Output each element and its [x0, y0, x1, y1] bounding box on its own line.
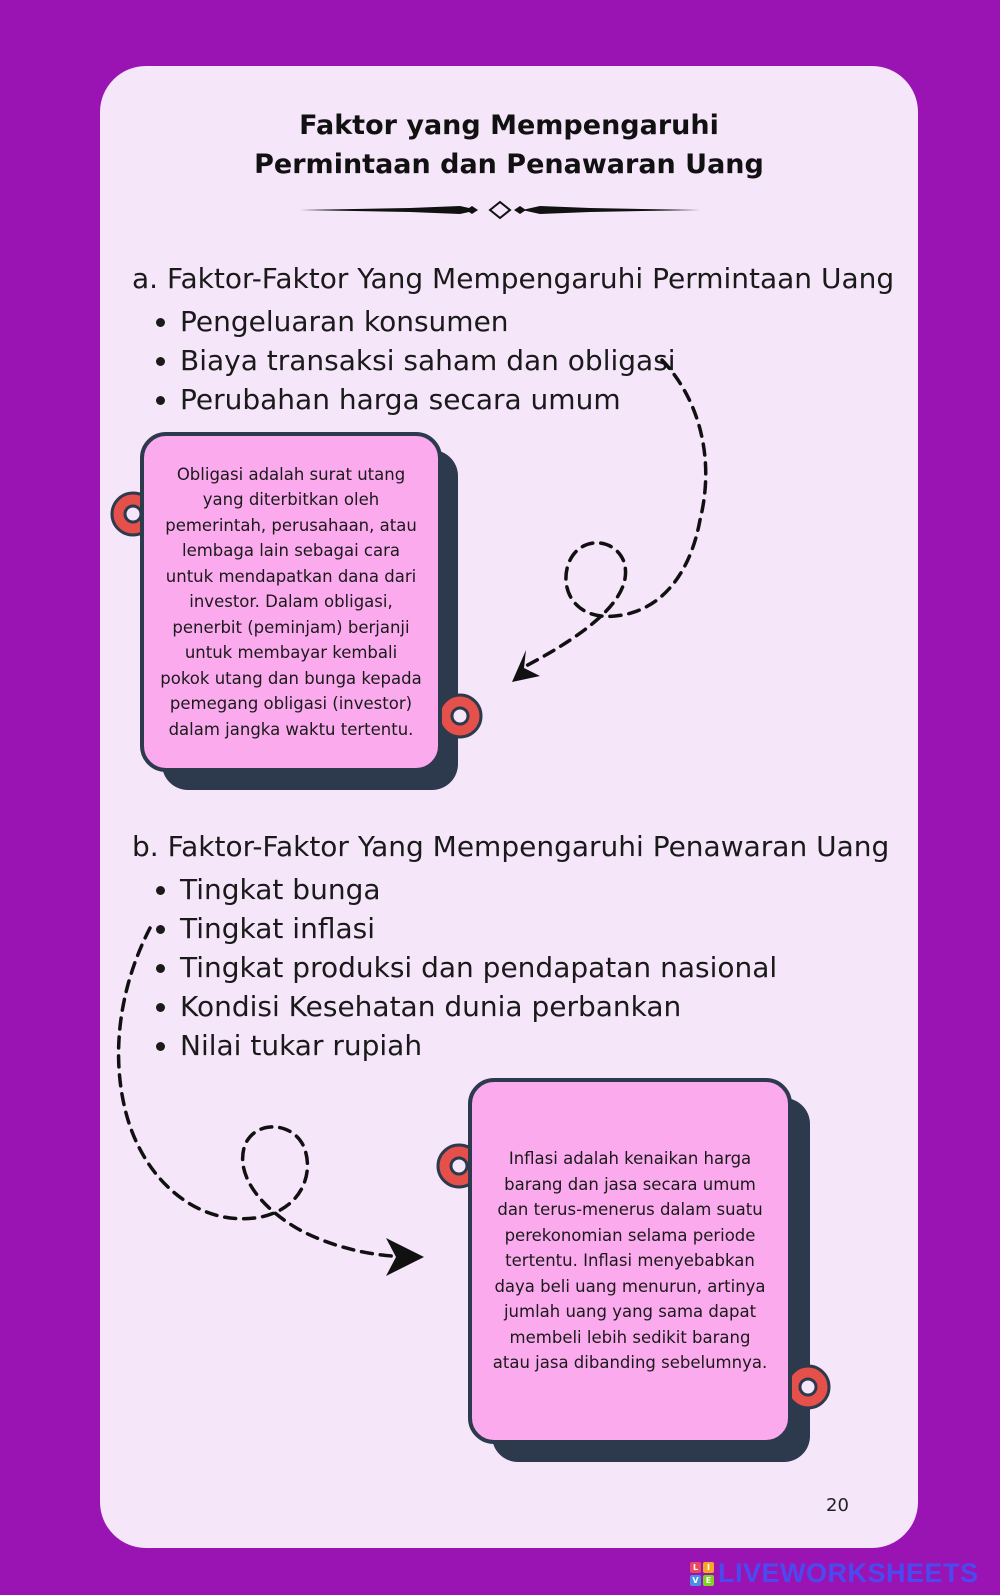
list-item: • Kondisi Kesehatan dunia perbankan — [180, 987, 777, 1026]
list-item: • Pengeluaran konsumen — [180, 302, 676, 341]
list-item: • Perubahan harga secara umum — [180, 380, 676, 419]
logo-mark-icon: L I V E — [690, 1562, 714, 1586]
logo-text: LIVEWORKSHEETS — [718, 1558, 979, 1588]
title-line-2: Permintaan dan Penawaran Uang — [254, 149, 764, 180]
title-line-1: Faktor yang Mempengaruhi — [299, 110, 719, 141]
list-item: • Tingkat bunga — [180, 870, 777, 909]
section-b-heading: b. Faktor-Faktor Yang Mempengaruhi Penawaran Uang — [132, 830, 890, 863]
list-item: • Nilai tukar rupiah — [180, 1026, 777, 1065]
note-b-text: Inflasi adalah kenaikan harga barang dan jasa secara umum dan terus-menerus dalam suatu perekonomian selama periode tertentu. Inflasi menyebabkan daya beli uang menurun, artinya jumlah uang yang sama dapat membeli lebih sedikit barang atau jasa dibanding sebelumnya. — [492, 1149, 768, 1373]
list-item: • Tingkat produksi dan pendapatan nasional — [180, 948, 777, 987]
list-item: • Biaya transaksi saham dan obligasi — [180, 341, 676, 380]
list-item: • Tingkat inflasi — [180, 909, 777, 948]
liveworksheets-logo[interactable] — [690, 1558, 979, 1589]
section-a-heading: a. Faktor-Faktor Yang Mempengaruhi Permintaan Uang — [132, 262, 895, 295]
page-number: 20 — [826, 1495, 849, 1516]
note-a-text: Obligasi adalah surat utang yang diterbitkan oleh pemerintah, perusahaan, atau lembaga lain sebagai cara untuk mendapatkan dana dari investor. Dalam obligasi, penerbit (peminjam) berjanji untuk membayar kembali pokok utang dan bunga kepada pemegang obligasi (investor) dalam jangka waktu tertentu. — [160, 464, 422, 739]
